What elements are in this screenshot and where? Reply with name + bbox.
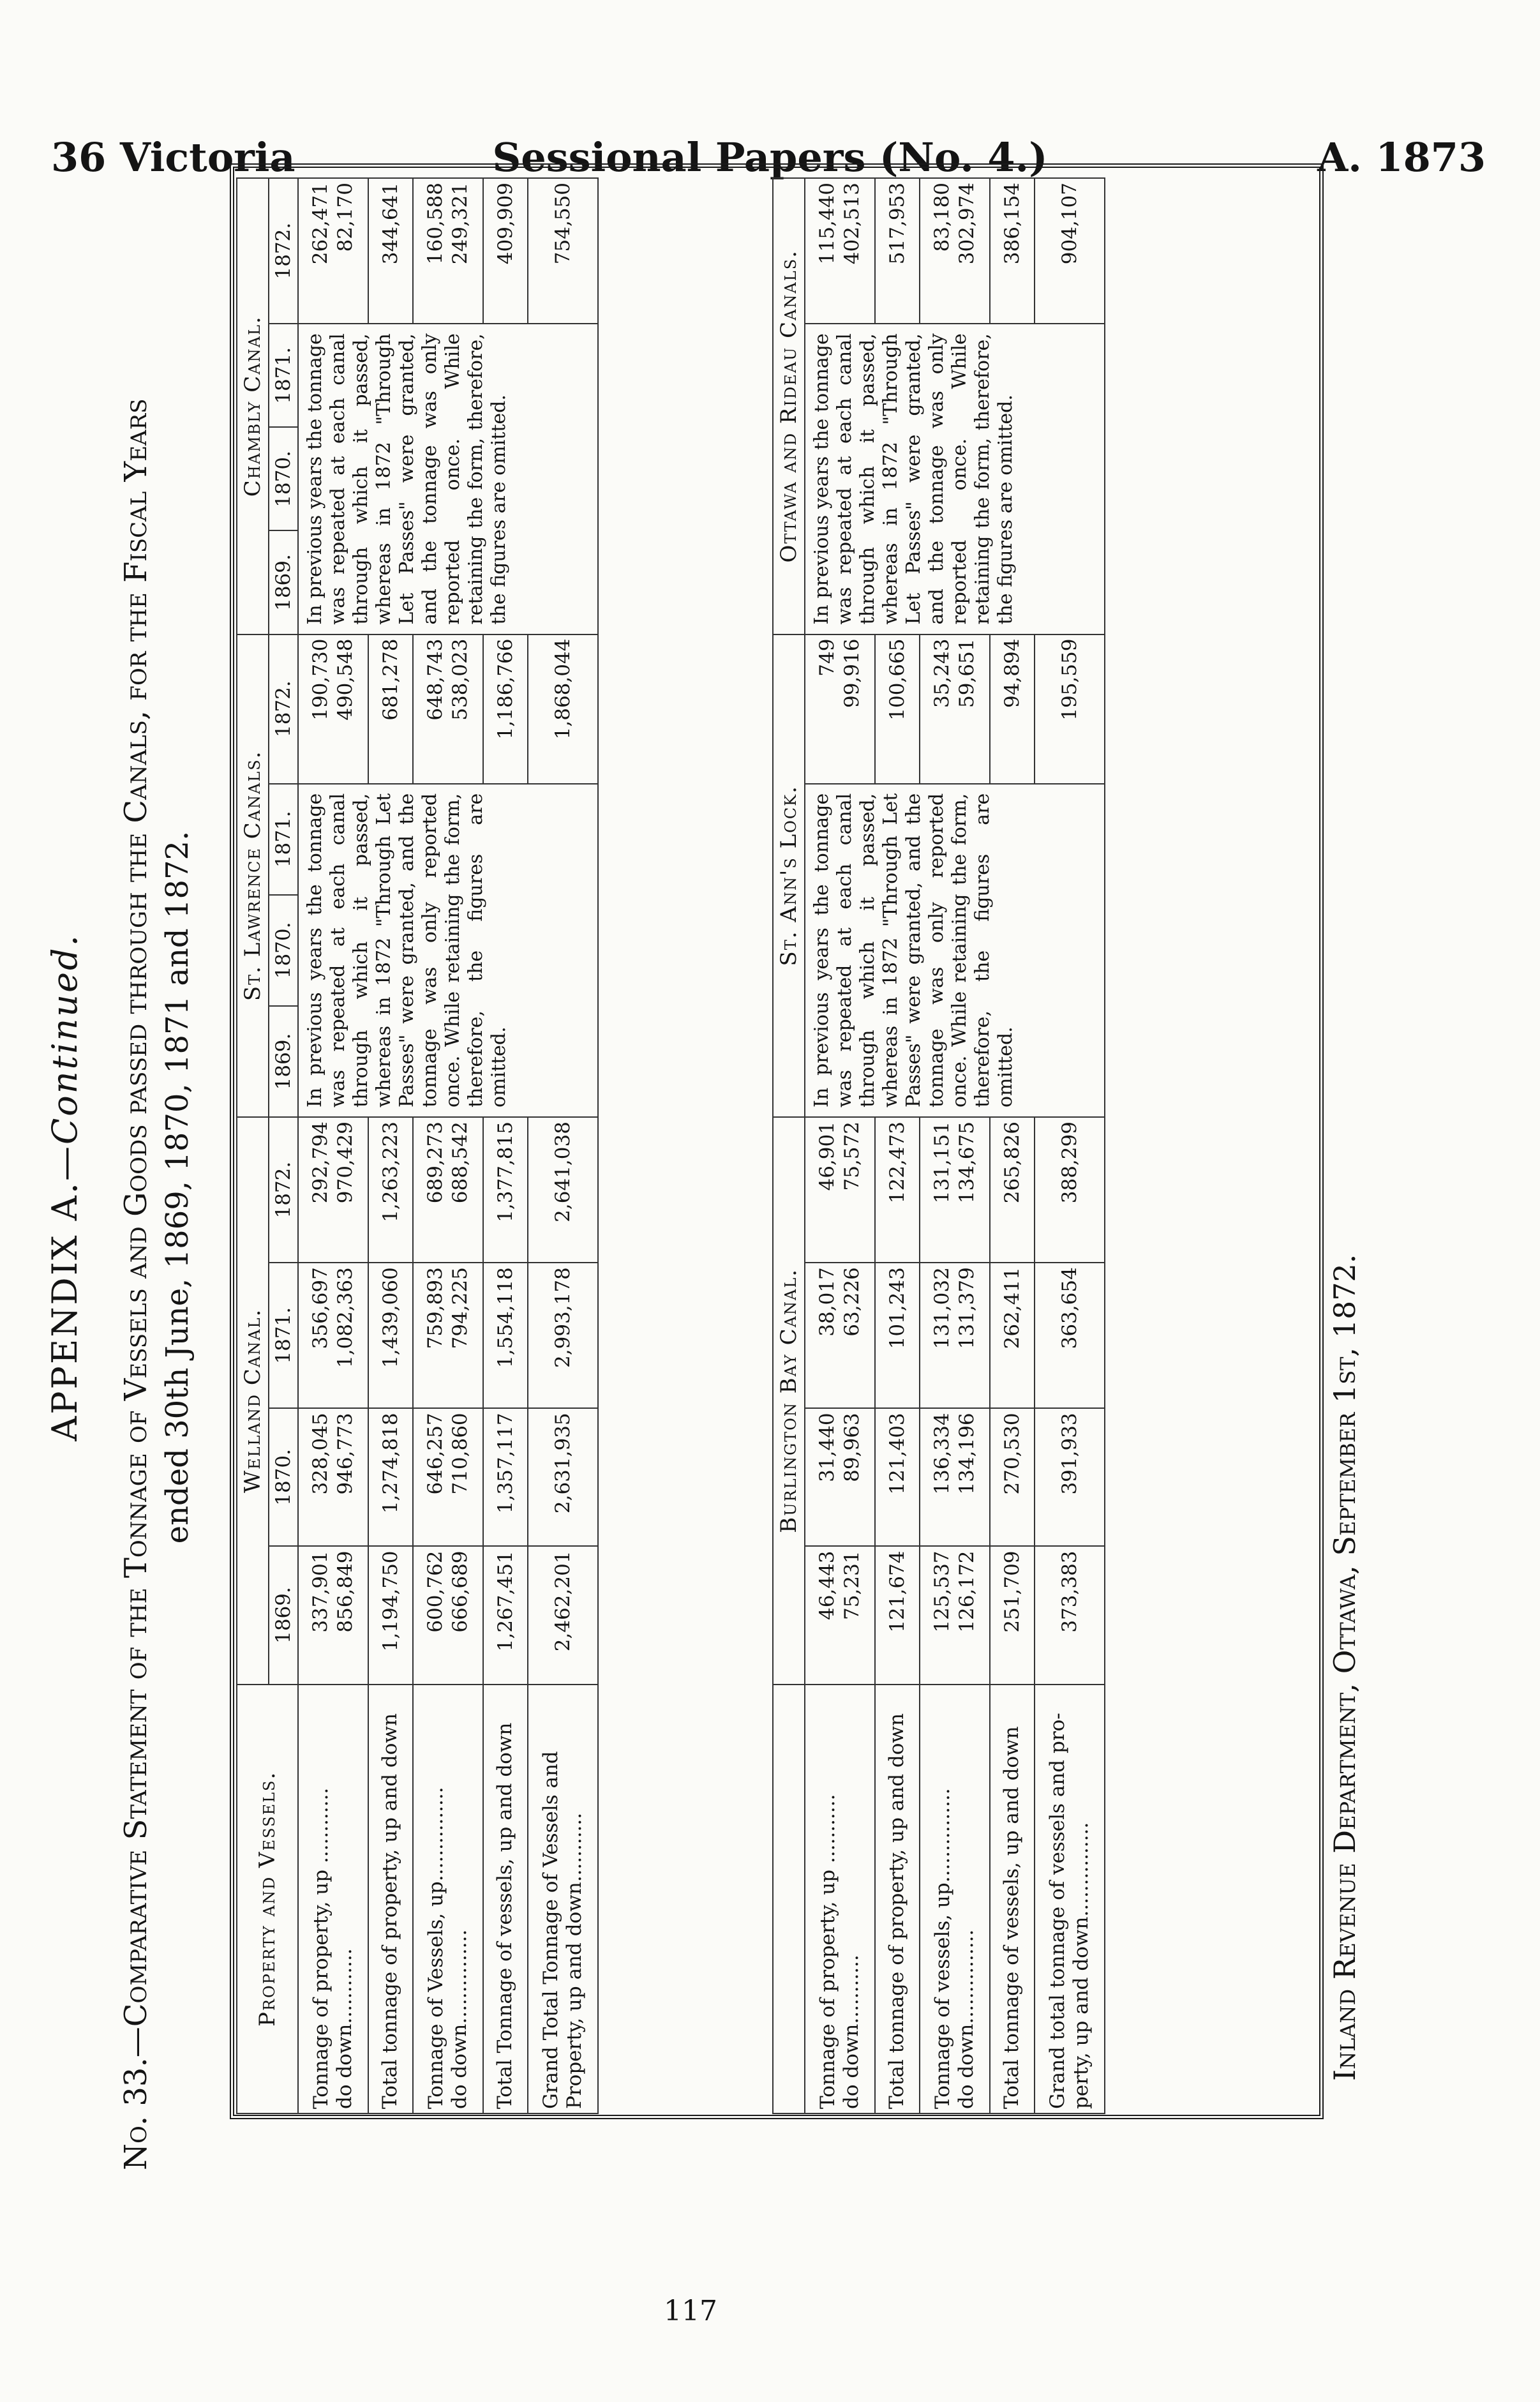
value-cell: 46,443 75,231 bbox=[805, 1546, 875, 1684]
value-cell: 100,665 bbox=[875, 634, 920, 784]
value-cell: 251,709 bbox=[990, 1546, 1035, 1684]
value-cell: 38,017 63,226 bbox=[805, 1263, 875, 1408]
value-cell: 517,953 bbox=[875, 178, 920, 324]
rotated-page-body bbox=[0, 102, 1540, 2272]
value-cell: 101,243 bbox=[875, 1263, 920, 1408]
stub-header-blank bbox=[773, 1685, 805, 2113]
value-cell: 1,274,818 bbox=[368, 1408, 413, 1546]
value-cell: 83,180 302,974 bbox=[920, 178, 990, 324]
year-header: 1871. bbox=[269, 324, 298, 427]
value-cell: 409,909 bbox=[483, 178, 528, 324]
appendix-heading bbox=[45, 102, 85, 2272]
value-cell: 125,537 126,172 bbox=[920, 1546, 990, 1684]
row-label: Tonnage of property, up ............ do down............ bbox=[298, 1685, 368, 2113]
through-pass-note: In previous years the tonnage was repeated at each canal through which it passed, whereas in 1872 "Through Let Passes" were granted, and the tonnage was only reported once. While retaining the form, therefore, the figures are omitted. bbox=[805, 784, 1105, 1117]
value-cell: 754,550 bbox=[528, 178, 598, 324]
value-cell: 344,641 bbox=[368, 178, 413, 324]
value-cell: 35,243 59,651 bbox=[920, 634, 990, 784]
group-ottawa-rideau: Ottawa and Rideau Canals. bbox=[773, 178, 805, 634]
footer-department: Inland Revenue Department, Ottawa, September 1st, 1872. bbox=[1327, 1254, 1362, 2081]
value-cell: 46,901 75,572 bbox=[805, 1117, 875, 1263]
value-cell: 122,473 bbox=[875, 1117, 920, 1263]
value-cell: 94,894 bbox=[990, 634, 1035, 784]
value-cell: 337,901 856,849 bbox=[298, 1546, 368, 1684]
row-label: Grand Total Tonnage of Vessels and Property, up and down........... bbox=[528, 1685, 598, 2113]
value-cell: 195,559 bbox=[1035, 634, 1105, 784]
page-number: 117 bbox=[664, 2295, 717, 2327]
row-label: Tonnage of Vessels, up............... do down............... bbox=[413, 1685, 483, 2113]
row-label: Grand total tonnage of vessels and pro- perty, up and down............... bbox=[1035, 1685, 1105, 2113]
through-pass-note: In previous years the tonnage was repeated at each canal through which it passed, whereas in 1872 "Through Let Passes" were granted, and the tonnage was only reported once. While retaining the form, therefore, the figures are omitted. bbox=[298, 784, 598, 1117]
year-header: 1869. bbox=[269, 1006, 298, 1117]
value-cell: 391,933 bbox=[1035, 1408, 1105, 1546]
canal-table-2 bbox=[772, 177, 1105, 2114]
value-cell: 2,631,935 bbox=[528, 1408, 598, 1546]
value-cell: 1,267,451 bbox=[483, 1546, 528, 1684]
group-st-anns: St. Ann's Lock. bbox=[773, 634, 805, 1117]
year-header: 1872. bbox=[269, 1117, 298, 1263]
year-header: 1872. bbox=[269, 634, 298, 784]
through-pass-note: In previous years the tonnage was repeated at each canal through which it passed, whereas in 1872 "Through Let Passes" were granted, and the tonnage was only reported once. While retaining the form, therefore, the figures are omitted. bbox=[298, 324, 598, 634]
value-cell: 681,278 bbox=[368, 634, 413, 784]
value-cell: 1,868,044 bbox=[528, 634, 598, 784]
value-cell: 190,730 490,548 bbox=[298, 634, 368, 784]
table-row bbox=[805, 178, 875, 2113]
value-cell: 2,641,038 bbox=[528, 1117, 598, 1263]
value-cell: 262,471 82,170 bbox=[298, 178, 368, 324]
value-cell: 1,377,815 bbox=[483, 1117, 528, 1263]
row-label: Total tonnage of property, up and down bbox=[875, 1685, 920, 2113]
group-header-row bbox=[773, 178, 805, 2113]
through-pass-note: In previous years the tonnage was repeated at each canal through which it passed, whereas in 1872 "Through Let Passes" were granted, and the tonnage was only reported once. While retaining the form, therefore, the figures are omitted. bbox=[805, 324, 1105, 634]
value-cell: 1,357,117 bbox=[483, 1408, 528, 1546]
group-welland: Welland Canal. bbox=[237, 1117, 269, 1685]
stub-header: Property and Vessels. bbox=[237, 1685, 298, 2113]
value-cell: 292,794 970,429 bbox=[298, 1117, 368, 1263]
value-cell: 388,299 bbox=[1035, 1117, 1105, 1263]
value-cell: 2,462,201 bbox=[528, 1546, 598, 1684]
value-cell: 904,107 bbox=[1035, 178, 1105, 324]
value-cell: 749 99,916 bbox=[805, 634, 875, 784]
year-header: 1871. bbox=[269, 1263, 298, 1408]
canal-table-1 bbox=[236, 177, 599, 2114]
value-cell: 600,762 666,689 bbox=[413, 1546, 483, 1684]
header-right: A. 1873 bbox=[1317, 134, 1486, 181]
value-cell: 646,257 710,860 bbox=[413, 1408, 483, 1546]
statement-title-line1: No. 33.—Comparative Statement of the Tonnage of Vessels and Goods passed through the Canals, for the Fiscal Years bbox=[118, 398, 154, 2170]
row-label: Tonnage of property, up ........... do down........... bbox=[805, 1685, 875, 2113]
year-header: 1870. bbox=[269, 1408, 298, 1546]
year-header: 1869. bbox=[269, 530, 298, 634]
value-cell: 115,440 402,513 bbox=[805, 178, 875, 324]
value-cell: 689,273 688,542 bbox=[413, 1117, 483, 1263]
value-cell: 759,893 794,225 bbox=[413, 1263, 483, 1408]
row-label: Total tonnage of property, up and down bbox=[368, 1685, 413, 2113]
group-header-row bbox=[237, 178, 269, 2113]
value-cell: 1,194,750 bbox=[368, 1546, 413, 1684]
value-cell: 121,674 bbox=[875, 1546, 920, 1684]
value-cell: 1,186,766 bbox=[483, 634, 528, 784]
statement-title-line2: ended 30th June, 1869, 1870, 1871 and 1872. bbox=[160, 830, 195, 1544]
value-cell: 262,411 bbox=[990, 1263, 1035, 1408]
row-label: Total tonnage of vessels, up and down bbox=[990, 1685, 1035, 2113]
table-row bbox=[298, 178, 368, 2113]
value-cell: 1,554,118 bbox=[483, 1263, 528, 1408]
row-label: Tonnage of vessels, up............... do down............... bbox=[920, 1685, 990, 2113]
value-cell: 328,045 946,773 bbox=[298, 1408, 368, 1546]
value-cell: 1,439,060 bbox=[368, 1263, 413, 1408]
year-header: 1872. bbox=[269, 178, 298, 324]
group-burlington: Burlington Bay Canal. bbox=[773, 1117, 805, 1685]
value-cell: 136,334 134,196 bbox=[920, 1408, 990, 1546]
value-cell: 160,588 249,321 bbox=[413, 178, 483, 324]
header-center: Sessional Papers (No. 4.) bbox=[492, 134, 1048, 181]
value-cell: 131,151 134,675 bbox=[920, 1117, 990, 1263]
value-cell: 265,826 bbox=[990, 1117, 1035, 1263]
value-cell: 121,403 bbox=[875, 1408, 920, 1546]
row-label: Total Tonnage of vessels, up and down bbox=[483, 1685, 528, 2113]
appendix-continued: Continued. bbox=[45, 933, 85, 1145]
year-header: 1871. bbox=[269, 784, 298, 895]
year-header: 1870. bbox=[269, 427, 298, 530]
year-header: 1870. bbox=[269, 895, 298, 1006]
year-header: 1869. bbox=[269, 1546, 298, 1684]
header-left: 36 Victoria bbox=[51, 134, 295, 181]
value-cell: 373,383 bbox=[1035, 1546, 1105, 1684]
value-cell: 356,697 1,082,363 bbox=[298, 1263, 368, 1408]
value-cell: 386,154 bbox=[990, 178, 1035, 324]
value-cell: 2,993,178 bbox=[528, 1263, 598, 1408]
value-cell: 270,530 bbox=[990, 1408, 1035, 1546]
value-cell: 363,654 bbox=[1035, 1263, 1105, 1408]
value-cell: 131,032 131,379 bbox=[920, 1263, 990, 1408]
value-cell: 31,440 89,963 bbox=[805, 1408, 875, 1546]
group-chambly: Chambly Canal. bbox=[237, 178, 269, 634]
group-st-lawrence: St. Lawrence Canals. bbox=[237, 634, 269, 1117]
value-cell: 648,743 538,023 bbox=[413, 634, 483, 784]
value-cell: 1,263,223 bbox=[368, 1117, 413, 1263]
appendix-label: APPENDIX A.— bbox=[45, 1145, 85, 1441]
